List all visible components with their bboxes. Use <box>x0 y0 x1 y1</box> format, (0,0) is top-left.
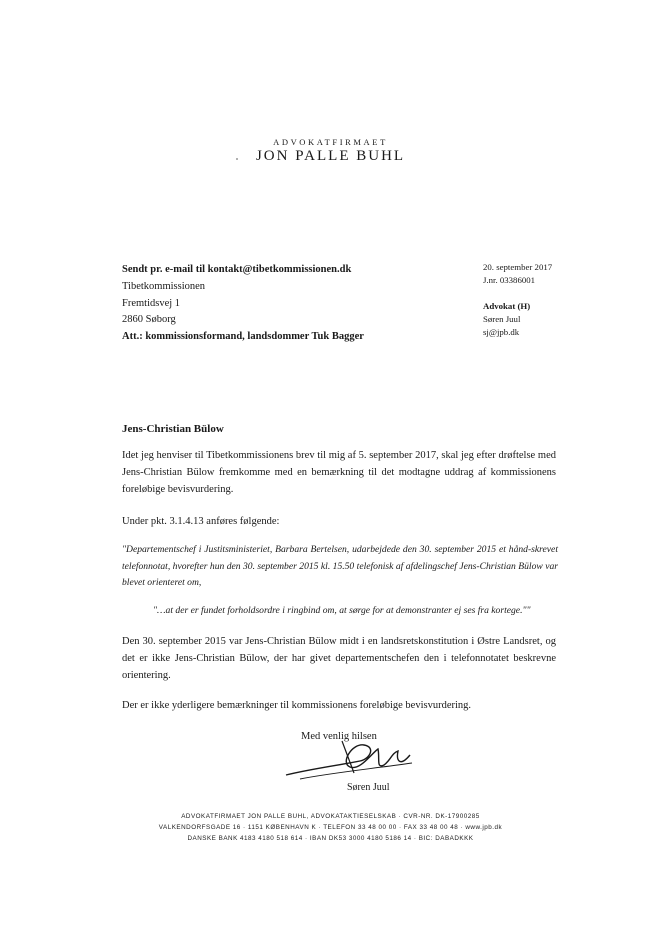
sender-name: Søren Juul <box>483 314 521 324</box>
quote-2: "…at der er fundet forholdsordre i ringbind om, at sørge for at demonstranter ej ses fra kortege."" <box>153 605 531 616</box>
recipient-street: Fremtidsvej 1 <box>122 297 181 309</box>
paragraph-2: Under pkt. 3.1.4.13 anføres følgende: <box>122 516 280 527</box>
sender-email: sj@jpb.dk <box>483 327 520 337</box>
letter-date: 20. september 2017 <box>483 262 553 272</box>
closing-greeting: Med venlig hilsen <box>301 731 377 742</box>
paragraph-4: Der er ikke yderligere bemærkninger til kommissionens foreløbige bevisvurdering. <box>122 700 472 711</box>
firm-name: JON PALLE BUHL <box>255 148 406 164</box>
firm-label: ADVOKATFIRMAET <box>273 137 388 147</box>
recipient-att: Att.: kommissionsformand, landsdommer Tuk Bagger <box>122 331 364 343</box>
signer-name: Søren Juul <box>347 782 390 793</box>
paragraph-1: Idet jeg henviser til Tibetkommissionens brev til mig af 5. september 2017, skal jeg efter drøftelse med Jens-Christian Bülow fremkomme med en bemærkning til det modtagne uddrag af kommissionens foreløbige bevisvurdering. <box>122 450 556 495</box>
subject-heading: Jens-Christian Bülow <box>122 423 224 435</box>
paragraph-3: Den 30. september 2015 var Jens-Christian Bülow midt i en landsretskonstitution i Østre Landsret, og det er ikke Jens-Christian Bülow, der har givet departementschefen den i telefonnotatet beskrevne orientering. <box>122 636 556 681</box>
sent-line: Sendt pr. e-mail til kontakt@tibetkommissionen.dk <box>122 264 352 275</box>
recipient-block <box>122 262 364 346</box>
recipient-org: Tibetkommissionen <box>122 280 206 292</box>
signature-icon <box>280 735 420 783</box>
scan-speck <box>236 158 238 160</box>
sender-role: Advokat (H) <box>483 301 531 311</box>
recipient-city: 2860 Søborg <box>122 314 176 326</box>
meta-block <box>483 261 552 339</box>
footer-line-2: VALKENDORFSGADE 16 · 1151 KØBENHAVN K · TELEFON 33 48 00 00 · FAX 33 48 00 48 · www.jpb.dk <box>158 824 503 831</box>
journal-number: J.nr. 03386001 <box>483 275 536 285</box>
footer-line-3: DANSKE BANK 4183 4180 518 614 · IBAN DK53 3000 4180 5186 14 · BIC: DABADKKK <box>187 835 474 842</box>
quote-1: "Departementschef i Justitsministeriet, Barbara Bertelsen, udarbejdede den 30. september 2015 et hånd-skrevet telefonnotat, hvorefter hun den 30. september 2015 kl. 15.50 telefonisk af afdelingschef Jens-Christian Bülow var blevet orienteret om, <box>122 544 558 588</box>
footer-line-1: ADVOKATFIRMAET JON PALLE BUHL, ADVOKATAKTIESELSKAB · CVR-NR. DK-17900285 <box>181 813 480 820</box>
